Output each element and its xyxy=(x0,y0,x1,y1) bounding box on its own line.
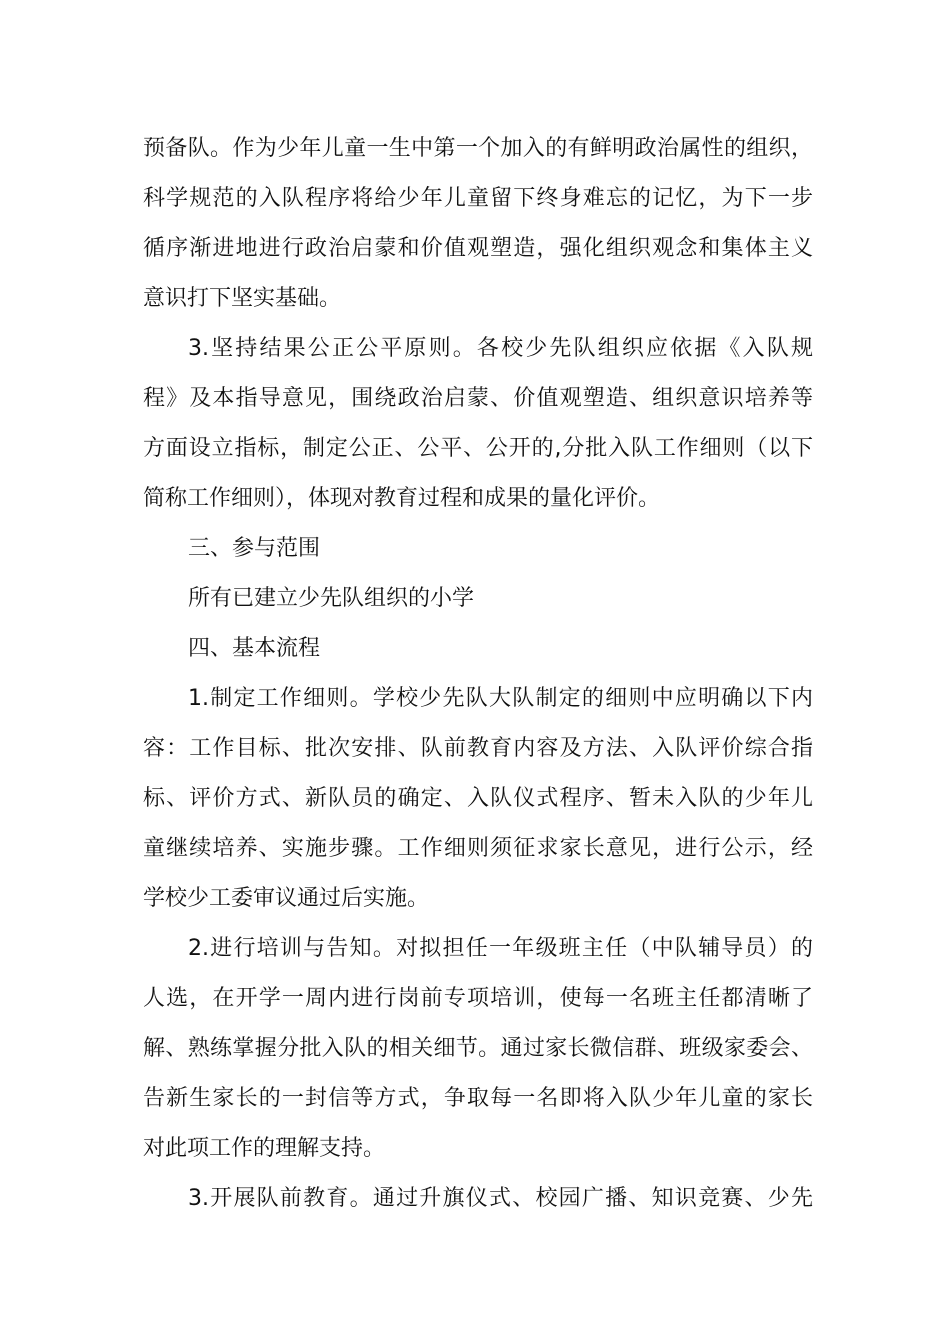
text-line: 解、熟练掌握分批入队的相关细节。通过家长微信群、班级家委会、 xyxy=(143,1036,813,1061)
text-line: 方面设立指标，制定公正、公平、公开的,分批入队工作细则（以下 xyxy=(143,436,813,461)
text-line: 3.开展队前教育。通过升旗仪式、校园广播、知识竞赛、少先 xyxy=(188,1186,813,1211)
section-heading: 四、基本流程 xyxy=(188,636,321,661)
text-line: 告新生家长的一封信等方式，争取每一名即将入队少年儿童的家长 xyxy=(143,1086,813,1111)
text-line: 意识打下坚实基础。 xyxy=(143,286,342,311)
text-line: 2.进行培训与告知。对拟担任一年级班主任（中队辅导员）的 xyxy=(188,936,813,961)
text-line: 3.坚持结果公正公平原则。各校少先队组织应依据《入队规 xyxy=(188,336,813,361)
section-heading: 三、参与范围 xyxy=(188,536,321,561)
text-line: 科学规范的入队程序将给少年儿童留下终身难忘的记忆，为下一步 xyxy=(143,186,813,211)
text-line: 简称工作细则），体现对教育过程和成果的量化评价。 xyxy=(143,486,661,511)
text-line: 预备队。作为少年儿童一生中第一个加入的有鲜明政治属性的组织， xyxy=(143,136,813,161)
text-line: 1.制定工作细则。学校少先队大队制定的细则中应明确以下内 xyxy=(188,686,813,711)
text-line: 学校少工委审议通过后实施。 xyxy=(143,886,430,911)
text-line: 所有已建立少先队组织的小学 xyxy=(188,586,475,611)
text-line: 容：工作目标、批次安排、队前教育内容及方法、入队评价综合指 xyxy=(143,736,813,761)
text-line: 童继续培养、实施步骤。工作细则须征求家长意见，进行公示，经 xyxy=(143,836,813,861)
text-line: 标、评价方式、新队员的确定、入队仪式程序、暂未入队的少年儿 xyxy=(143,786,813,811)
text-line: 程》及本指导意见，围绕政治启蒙、价值观塑造、组织意识培养等 xyxy=(143,386,813,411)
text-line: 对此项工作的理解支持。 xyxy=(143,1136,386,1161)
text-line: 循序渐进地进行政治启蒙和价值观塑造，强化组织观念和集体主义 xyxy=(143,236,813,261)
text-line: 人选，在开学一周内进行岗前专项培训，使每一名班主任都清晰了 xyxy=(143,986,813,1011)
